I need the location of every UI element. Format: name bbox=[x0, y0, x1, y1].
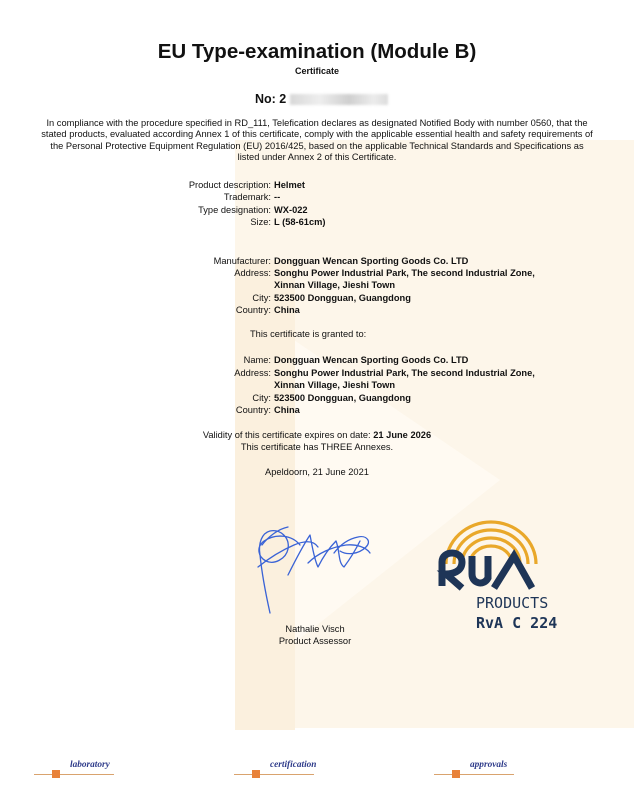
rva-accreditation-logo bbox=[432, 520, 562, 635]
holder-address-line1: Songhu Power Industrial Park, The second Industrial Zone, bbox=[274, 368, 535, 378]
manufacturer-address-line1: Songhu Power Industrial Park, The second Industrial Zone, bbox=[274, 268, 535, 278]
annexes-text: This certificate has THREE Annexes. bbox=[240, 441, 394, 452]
footer-approvals-label: approvals bbox=[470, 760, 508, 770]
certificate-number bbox=[255, 92, 388, 106]
manufacturer-city-row bbox=[0, 292, 634, 304]
trademark-row bbox=[0, 191, 634, 203]
holder-name-row bbox=[0, 354, 634, 366]
footer-certification-square-icon bbox=[252, 770, 260, 778]
manufacturer-address-label: Address: bbox=[234, 268, 271, 278]
certificate-number-label: No: 2 bbox=[255, 92, 287, 106]
document-subtitle: Certificate bbox=[294, 66, 339, 76]
trademark-value: -- bbox=[274, 192, 281, 202]
intro-paragraph: In compliance with the procedure specified in RD_111, Telefication declares as designated Notified Body with number 0560, that the stated products, evaluated according Annex 1 of this certificate, comply with the applicable essential health and safety requirements of the Personal Protective Equipment Regulation (EU) 2016/425, based on the applicable Technical Standards and Specifications as listed under Annex 2 of this Certificate. bbox=[41, 118, 593, 162]
holder-address-row-2 bbox=[0, 379, 634, 391]
manufacturer-country-row bbox=[0, 304, 634, 316]
holder-city-value: 523500 Dongguan, Guangdong bbox=[274, 393, 411, 403]
signer-block bbox=[256, 624, 374, 647]
validity-block bbox=[0, 430, 634, 453]
holder-name-label: Name: bbox=[243, 355, 271, 365]
manufacturer-value: Dongguan Wencan Sporting Goods Co. LTD bbox=[274, 256, 469, 266]
holder-name-value: Dongguan Wencan Sporting Goods Co. LTD bbox=[274, 355, 469, 365]
trademark-label: Trademark: bbox=[223, 192, 271, 202]
size-value: L (58-61cm) bbox=[274, 217, 326, 227]
signer-name: Nathalie Visch bbox=[285, 624, 345, 634]
holder-address-label: Address: bbox=[234, 368, 271, 378]
document-title: EU Type-examination (Module B) bbox=[157, 40, 477, 63]
size-row bbox=[0, 216, 634, 228]
holder-address-line2: Xinnan Village, Jieshi Town bbox=[274, 380, 396, 390]
manufacturer-label: Manufacturer: bbox=[213, 256, 271, 266]
validity-text: Validity of this certificate expires on date: bbox=[202, 430, 371, 440]
granted-to-text: This certificate is granted to: bbox=[250, 329, 367, 339]
footer-laboratory-line bbox=[34, 774, 114, 775]
holder-address-row bbox=[0, 367, 634, 379]
holder-country-row bbox=[0, 404, 634, 416]
accreditation-code: RvA C 224 bbox=[476, 614, 558, 632]
manufacturer-row bbox=[0, 255, 634, 267]
footer-certification-label: certification bbox=[270, 760, 317, 770]
manufacturer-country-label: Country: bbox=[235, 305, 271, 315]
validity-line bbox=[0, 430, 634, 442]
size-label: Size: bbox=[250, 217, 271, 227]
type-designation-value: WX-022 bbox=[274, 205, 308, 215]
footer-approvals-square-icon bbox=[452, 770, 460, 778]
holder-city-row bbox=[0, 392, 634, 404]
validity-date: 21 June 2026 bbox=[373, 430, 432, 440]
manufacturer-address-row-2 bbox=[0, 279, 634, 291]
signature-image bbox=[248, 515, 378, 615]
product-description-row bbox=[0, 179, 634, 191]
product-description-label: Product description: bbox=[188, 180, 271, 190]
manufacturer-address-line2: Xinnan Village, Jieshi Town bbox=[274, 280, 396, 290]
place-date: Apeldoorn, 21 June 2021 bbox=[265, 467, 369, 477]
type-designation-row bbox=[0, 204, 634, 216]
footer-laboratory-square-icon bbox=[52, 770, 60, 778]
redacted-number bbox=[290, 94, 388, 105]
manufacturer-country-value: China bbox=[274, 305, 300, 315]
holder-city-label: City: bbox=[252, 393, 271, 403]
manufacturer-city-label: City: bbox=[252, 293, 271, 303]
manufacturer-city-value: 523500 Dongguan, Guangdong bbox=[274, 293, 411, 303]
footer-laboratory-label: laboratory bbox=[70, 760, 110, 770]
type-designation-label: Type designation: bbox=[198, 205, 271, 215]
holder-country-label: Country: bbox=[235, 405, 271, 415]
holder-country-value: China bbox=[274, 405, 300, 415]
product-description-value: Helmet bbox=[274, 180, 306, 190]
footer-approvals-line bbox=[434, 774, 514, 775]
manufacturer-address-row bbox=[0, 267, 634, 279]
accreditation-products: PRODUCTS bbox=[476, 594, 549, 612]
signer-role: Product Assessor bbox=[278, 635, 352, 646]
footer-certification-line bbox=[234, 774, 314, 775]
